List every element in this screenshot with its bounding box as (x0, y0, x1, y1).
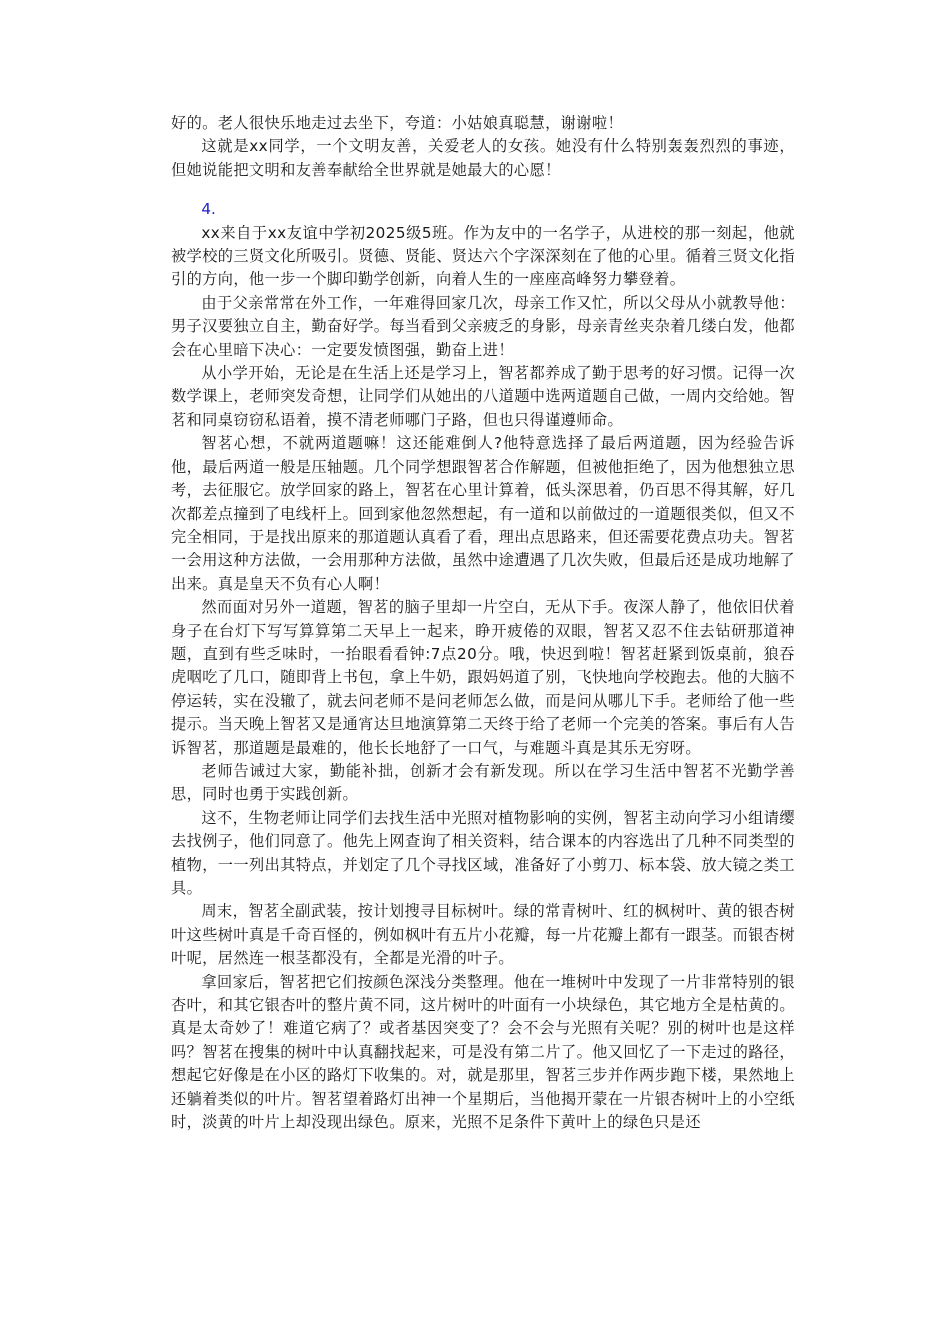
body-paragraph-8: 周末，智茗全副武装，按计划搜寻目标树叶。绿的常青树叶、红的枫树叶、黄的银杏树叶这些树叶真是千奇百怪的，例如枫叶有五片小花瓣，每一片花瓣上都有一跟茎。而银杏树叶呢，居然连一根茎都没有，全都是光滑的叶子。 (171, 902, 795, 968)
body-paragraph-1: xx来自于xx友谊中学初2025级5班。作为友中的一名学子，从进校的那一刻起，他就被学校的三贤文化所吸引。贤德、贤能、贤达六个字深深刻在了他的心里。循着三贤文化指引的方向，他一步一个脚印勤学创新，向着人生的一座座高峰努力攀登着。 (171, 223, 795, 289)
section-number: 4. (201, 200, 216, 219)
body-paragraph-9: 拿回家后，智茗把它们按颜色深浅分类整理。他在一堆树叶中发现了一片非常特别的银杏叶，和其它银杏叶的整片黄不同，这片树叶的叶面有一小块绿色，其它地方全是枯黄的。真是太奇妙了！难道它病了？或者基因突变了？会不会与光照有关呢？别的树叶也是这样吗？智茗在搜集的树叶中认真翻找起来，可是没有第二片了。他又回忆了一下走过的路径，想起它好像是在小区的路灯下收集的。对，就是那里，智茗三步并作两步跑下楼，果然地上还躺着类似的叶片。智茗望着路灯出神一个星期后，当他揭开蒙在一片银杏树叶上的小空纸时，淡黄的叶片上却没现出绿色。原来，光照不足条件下黄叶上的绿色只是还 (171, 972, 795, 1132)
body-paragraph-7: 这不，生物老师让同学们去找生活中光照对植物影响的实例，智茗主动向学习小组请缨去找例子，他们同意了。他先上网查询了相关资料，结合课本的内容选出了几种不同类型的植物，一一列出其特点，并划定了几个寻找区域，准备好了小剪刀、标本袋、放大镜之类工具。 (171, 808, 795, 897)
body-paragraph-3: 从小学开始，无论是在生活上还是学习上，智茗都养成了勤于思考的好习惯。记得一次数学课上，老师突发奇想，让同学们从她出的八道题中选两道题自己做，一周内交给她。智茗和同桌窃窃私语着，摸不清老师哪门子路，但也只得谨遵师命。 (171, 364, 795, 429)
document-body (171, 112, 795, 1134)
body-paragraph-5: 然而面对另外一道题，智茗的脑子里却一片空白，无从下手。夜深人静了，他依旧伏着身子在台灯下写写算算第二天早上一起来，睁开疲倦的双眼，智茗又忍不住去钻研那道神题，直到有些乏味时，一抬眼看看钟:7点20分。哦，快迟到啦！智茗赶紧到饭桌前，狼吞虎咽吃了几口，随即背上书包，拿上牛奶，跟妈妈道了别，飞快地向学校跑去。他的大脑不停运转，实在没辙了，就去问老师不是问老师怎么做，而是问从哪儿下手。老师给了他一些提示。当天晚上智茗又是通宵达旦地演算第二天终于给了老师一个完美的答案。事后有人告诉智茗，那道题是最难的，他长长地舒了一口气，与难题斗真是其乐无穷呀。 (171, 598, 795, 757)
continuation-paragraph-2: 这就是xx同学，一个文明友善，关爱老人的女孩。她没有什么特别轰轰烈烈的事迹，但她说能把文明和友善奉献给全世界就是她最大的心愿！ (171, 137, 795, 179)
continuation-paragraph-1: 好的。老人很快乐地走过去坐下，夸道：小姑娘真聪慧，谢谢啦！ (171, 114, 624, 132)
body-paragraph-2: 由于父亲常常在外工作，一年难得回家几次，母亲工作又忙，所以父母从小就教导他：男子汉要独立自主，勤奋好学。每当看到父亲疲乏的身影，母亲青丝夹杂着几缕白发，他都会在心里暗下决心：一定要发愤图强，勤奋上进！ (171, 293, 795, 359)
section-spacer (171, 182, 795, 198)
body-paragraph-6: 老师告诫过大家，勤能补拙，创新才会有新发现。所以在学习生活中智茗不光勤学善思，同时也勇于实践创新。 (171, 761, 795, 804)
body-paragraph-4: 智茗心想，不就两道题嘛！这还能难倒人?他特意选择了最后两道题，因为经验告诉他，最后两道一般是压轴题。几个同学想跟智茗合作解题，但被他拒绝了，因为他想独立思考，去征服它。放学回家的路上，智茗在心里计算着，低头深思着，仍百思不得其解，好几次都差点撞到了电线杆上。回到家他忽然想起，有一道和以前做过的一道题很类似，但又不完全相同，于是找出原来的那道题认真看了看，理出点思路来，但还需要花费点功夫。智茗一会用这种方法做，一会用那种方法做，虽然中途遭遇了几次失败，但最后还是成功地解了出来。真是皇天不负有心人啊！ (171, 434, 795, 593)
